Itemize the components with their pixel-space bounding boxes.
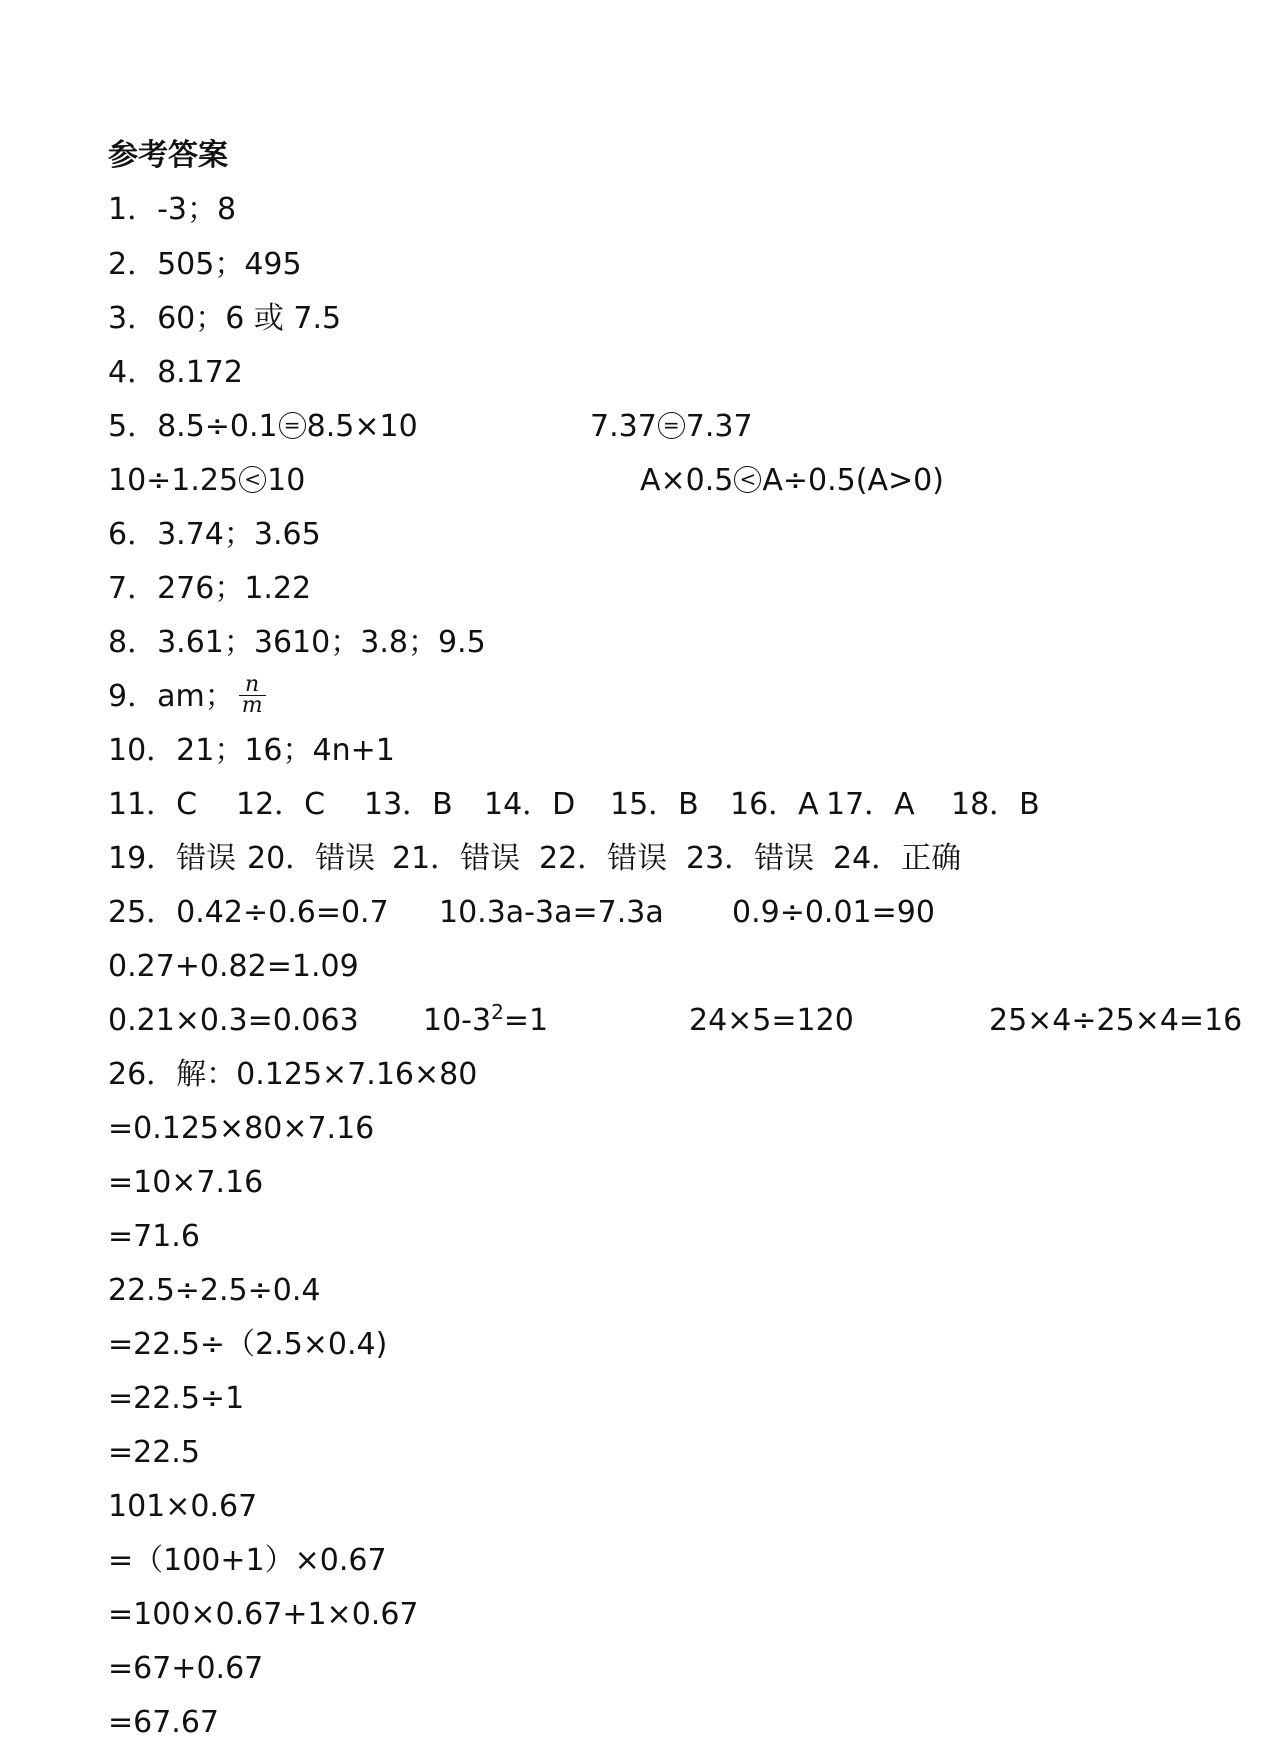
compare-4 <box>640 461 944 501</box>
answer-4: 4．8.172 <box>108 355 243 390</box>
answer-1: 1．-3；8 <box>108 192 237 227</box>
answer-20: 20．错误 <box>247 841 376 876</box>
compare-2 <box>590 407 753 447</box>
answer-26-step-10: =（100+1）×0.67 <box>108 1543 387 1578</box>
answer-9 <box>108 672 266 718</box>
answer-26-step-9: 101×0.67 <box>108 1489 258 1524</box>
fraction-numerator: n <box>239 675 266 696</box>
answer-26-step-6: =22.5÷（2.5×0.4) <box>108 1327 388 1362</box>
calc-6 <box>423 1001 548 1041</box>
answer-26-step-2: =0.125×80×7.16 <box>108 1111 375 1146</box>
answer-2: 2．505；495 <box>108 247 302 282</box>
answer-24: 24．正确 <box>833 841 962 876</box>
answer-9-prefix: 9．am； <box>108 679 235 714</box>
compare-3-right: 10 <box>267 463 306 498</box>
calc-7: 24×5=120 <box>689 1003 854 1038</box>
calc-3: 0.9÷0.01=90 <box>732 895 935 930</box>
answer-12: 12．C <box>236 787 326 822</box>
compare-4-right: A÷0.5(A>0) <box>762 463 944 498</box>
answer-26-step-4: =71.6 <box>108 1219 200 1254</box>
answer-23: 23．错误 <box>686 841 815 876</box>
calc-1: 25．0.42÷0.6=0.7 <box>108 895 389 930</box>
answer-14: 14．D <box>484 787 576 822</box>
compare-1-left: 5．8.5÷0.1 <box>108 409 278 444</box>
calc-2: 10.3a-3a=7.3a <box>439 895 664 930</box>
answer-8: 8．3.61；3610；3.8；9.5 <box>108 625 486 660</box>
less-than-circle-icon: < <box>239 466 266 493</box>
answer-26-step-8: =22.5 <box>108 1435 200 1470</box>
answer-22: 22．错误 <box>539 841 668 876</box>
answer-26-step-7: =22.5÷1 <box>108 1381 245 1416</box>
fraction <box>239 672 266 718</box>
answer-26-step-13: =67.67 <box>108 1705 220 1740</box>
page-title: 参考答案 <box>108 138 228 173</box>
answer-13: 13．B <box>364 787 453 822</box>
answer-10: 10．21；16；4n+1 <box>108 733 395 768</box>
answer-6: 6．3.74；3.65 <box>108 517 321 552</box>
compare-1 <box>108 407 418 447</box>
calc-8: 25×4÷25×4=16 <box>989 1003 1243 1038</box>
answer-26-step-1: 26．解：0.125×7.16×80 <box>108 1057 478 1092</box>
answer-26-step-11: =100×0.67+1×0.67 <box>108 1597 419 1632</box>
calc-6-result: =1 <box>503 1003 549 1038</box>
compare-1-right: 8.5×10 <box>306 409 418 444</box>
compare-3 <box>108 461 305 501</box>
equals-circle-icon: = <box>658 412 685 439</box>
compare-4-left: A×0.5 <box>640 463 734 498</box>
answer-19: 19．错误 <box>108 841 237 876</box>
answer-18: 18．B <box>951 787 1040 822</box>
compare-2-right: 7.37 <box>685 409 753 444</box>
answer-26-step-3: =10×7.16 <box>108 1165 264 1200</box>
answer-3: 3．60；6 或 7.5 <box>108 301 342 336</box>
answer-25-row-2: 0.27+0.82=1.09 <box>108 949 359 984</box>
equals-circle-icon: = <box>279 412 306 439</box>
answer-15: 15．B <box>610 787 699 822</box>
answer-17: 17．A <box>826 787 915 822</box>
answer-21: 21．错误 <box>392 841 521 876</box>
answer-11: 11．C <box>108 787 198 822</box>
calc-6-exponent: 2 <box>491 1000 504 1024</box>
compare-2-left: 7.37 <box>590 409 657 444</box>
answer-7: 7．276；1.22 <box>108 571 312 606</box>
answer-26-step-12: =67+0.67 <box>108 1651 264 1686</box>
calc-6-base: 10-3 <box>423 1003 492 1038</box>
compare-3-left: 10÷1.25 <box>108 463 239 498</box>
answer-26-step-5: 22.5÷2.5÷0.4 <box>108 1273 321 1308</box>
fraction-denominator: m <box>241 693 263 718</box>
calc-5: 0.21×0.3=0.063 <box>108 1003 359 1038</box>
answer-16: 16．A <box>730 787 819 822</box>
less-than-circle-icon: < <box>734 466 761 493</box>
